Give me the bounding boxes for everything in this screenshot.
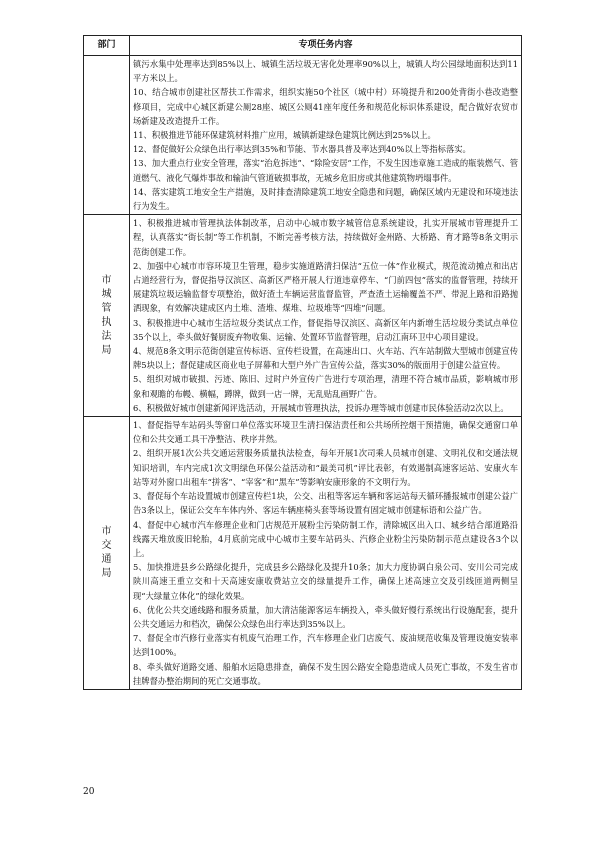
task-paragraph: 5、组织对城市破损、污迹、陈旧、过时户外宣传广告进行专项治理，清理不符合城市品质，影响城市形象和观瞻的布幔、横幅，蹲牌，做到一店一牌，无乱贴乱画野广告。 [133,374,518,399]
dept-cell [84,215,130,417]
task-paragraph: 3、积极推进中心城市生活垃圾分类试点工作，督促指导汉滨区、高新区年内新增生活垃圾分类试点单位35个以上，牵头做好餐厨废弃物收集、运输、处置环节监督管理，启动江南环卫中心项目建设。 [133,317,518,342]
task-paragraph: 4、规范8条文明示范街创建宣传标语、宣传栏设置，在高速出口、火车站、汽车站制做大型城市创建宣传牌5块以上；督促建成区商业电子屏幕和大型户外广告宣传公益，落实30%的版面用于创建公益宣传。 [133,346,518,371]
task-paragraph: 7、督促全市汽修行业落实有机废气治理工作，汽车修理企业门店废气、废油规范收集及管理设施安装率达到100%。 [133,633,518,658]
task-paragraph: 1、积极推进城市管理执法体制改革，启动中心城市数字城管信息系统建设，扎实开展城市管理提升工程，认真落实“街长制”等工作机制，不断完善考核方法，持续做好金州路、大桥路、育才路等8条文明示范街创建工作。 [133,218,518,257]
content-cell [130,56,522,215]
task-paragraph: 5、加快推进县乡公路绿化提升，完成县乡公路绿化及提升10条；加大力度协调白泉公司、安川公司完成陕川高速王重立交和十天高速安康收费站立交的绿量提升工作，确保上述高速立交及引线匝道两侧呈现“大绿量立体化”的绿化效果。 [133,562,518,601]
table-row [84,215,522,417]
task-paragraph: 6、积极做好城市创建新闻评选活动，开展城市管理执法，投诉办理等城市创建市民体验活动2次以上。 [133,402,509,413]
task-paragraph: 10、结合城市创建社区帮扶工作需求，组织实施50个社区（城中村）环境提升和200处背街小巷改造整修项目，完成中心城区新建公厕28座、城区公厕41座年度任务和规范化标识体系建设，配合做好农贸市场新建及改造提升工作。 [133,87,518,126]
task-paragraph: 11、积极推进节能环保建筑材料推广应用，城镇新建绿色建筑比例达到25%以上。 [133,130,436,141]
content-cell [130,417,522,690]
dept-label: 市交通局 [101,526,112,579]
table-row [84,417,522,690]
task-paragraph: 13、加大重点行业安全管理，落实“治危拆违”、“除险安居”工作，不发生因违章施工造成的瓶装燃气、管道燃气、液化气爆炸事故和输油气管道破损事故，无城乡危旧房或其他建筑物坍塌事件。 [133,158,518,183]
page-number: 20 [83,787,95,797]
task-paragraph: 2、组织开展1次公共交通运营服务质量执法检查，每年开展1次司乘人员城市创建、文明礼仪和交通法规知识培训，车内完成1次文明绿色环保公益活动和“最美司机”评比表彰，有效遏制高速客运站、安康火车站等对外窗口出租车“拼客”、“宰客”和“黑车”等影响安康形象的不文明行为。 [133,448,518,487]
table-header-row [84,36,522,56]
content-cell [130,215,522,417]
header-content: 专项任务内容 [130,36,522,56]
task-paragraph: 12、督促做好公众绿色出行率达到35%和节能、节水器具普及率达到40%以上等指标落实。 [133,144,471,155]
task-paragraph: 3、督促每个车站设置城市创建宣传栏1块，公交、出租等客运车辆和客运站每天循环播报城市创建公益广告3条以上，保证公交车车体内外、客运车辆座椅头套等场设置有固定城市创建标语和公益广告。 [133,491,518,516]
dept-cell [84,56,130,215]
table-row [84,56,522,215]
dept-cell [84,417,130,690]
dept-label: 市城管执法局 [101,274,112,356]
task-paragraph: 14、落实建筑工地安全生产措施，及时排查清除建筑工地安全隐患和问题，确保区域内无建设和环境违法行为发生。 [133,186,518,212]
task-paragraph: 2、加强中心城市市容环境卫生管理，稳步实施道路清扫保洁“五位一体”作业模式，规范流动摊点和出店占道经营行为，督促指导汉滨区、高新区严格开展人行道违章停车、“门前四包”落实的监督管理，持续开展建筑垃圾运输监督专项整治，做好渣土车辆运营监督监管，严查渣土运输覆盖不严、带泥上路和沿路抛洒现象，有效解决建成区内土堆、渣堆、煤堆、垃圾堆等“四堆”问题。 [133,260,518,314]
task-paragraph: 1、督促指导车站码头等窗口单位落实环境卫生清扫保洁责任和公共场所控烟干预措施，确保交通窗口单位和公共交通工具干净整洁、秩序井然。 [133,420,518,445]
task-paragraph: 6、优化公共交通线路和服务质量，加大清洁能源客运车辆投入，牵头做好慢行系统出行设施配套，提升公共交通运力和档次，确保公众绿色出行率达到35%以上。 [133,604,518,629]
task-paragraph: 8、牵头做好道路交通、船舶水运隐患排查，确保不发生因公路安全隐患造成人员死亡事故，不发生省市挂牌督办整治期间的死亡交通事故。 [133,661,518,686]
task-paragraph: 4、督促中心城市汽车修理企业和门店规范开展粉尘污染防制工作，清除城区出入口、城乡结合部道路沿线露天堆放废旧轮胎，4月底前完成中心城市主要车站码头、汽修企业粉尘污染防制示范点建设各3个以上。 [133,519,518,558]
task-table [83,35,522,690]
header-dept: 部门 [84,36,130,56]
task-paragraph: 镇污水集中处理率达到85%以上、城镇生活垃圾无害化处理率90%以上，城镇人均公园绿地面积达到11平方米以上。 [133,59,518,84]
